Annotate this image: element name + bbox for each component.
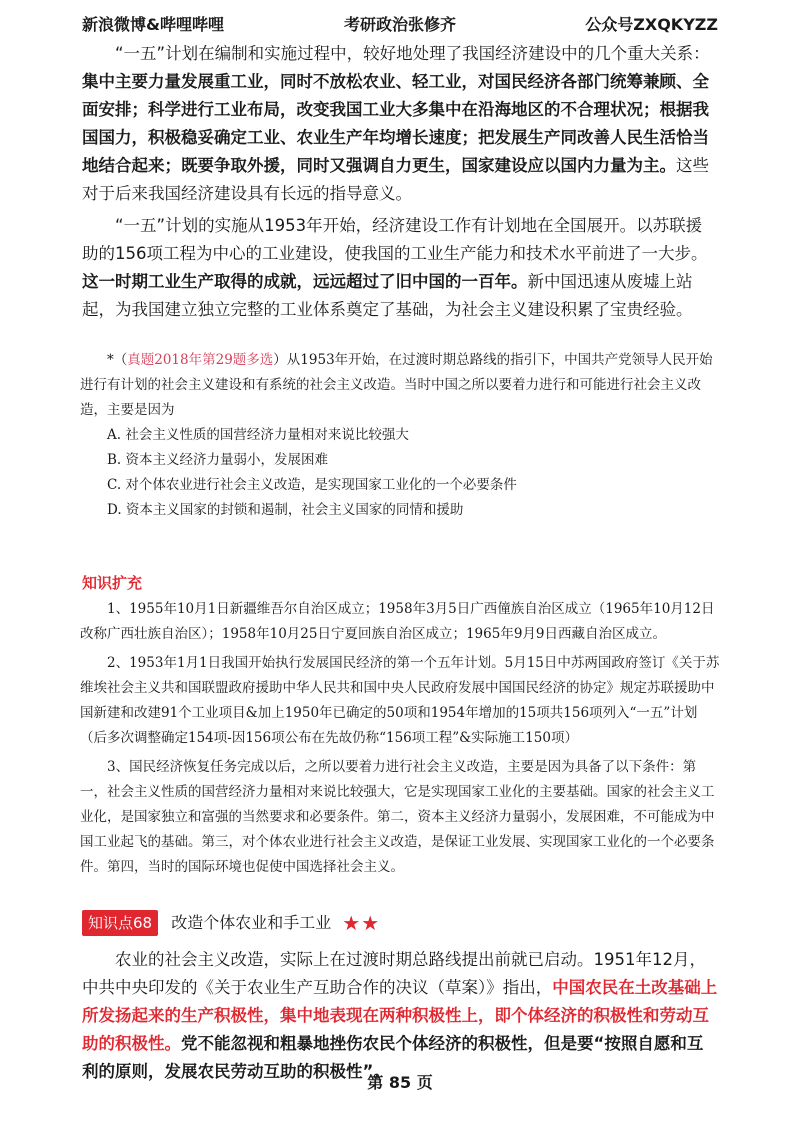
paragraph-five-year-plan-implementation xyxy=(82,212,718,324)
p2-intro: “一五”计划的实施从1953年开始，经济建设工作有计划地在全国展开。以苏联援助的156项工程为中心的工业建设，使我国的工业生产能力和技术水平前进了一大步。 xyxy=(82,216,708,263)
knowledge-point-tag: 知识点68 xyxy=(82,910,158,936)
option-b: B. 资本主义经济力量弱小，发展困难 xyxy=(107,452,329,468)
knowledge-extension xyxy=(80,597,720,884)
knowledge-point-heading xyxy=(82,910,718,938)
p1-intro: “一五”计划在编制和实施过程中，较好地处理了我国经济建设中的几个重大关系： xyxy=(115,44,710,63)
question-stem: ）从1953年开始，在过渡时期总路线的指引下，中国共产党领导人民开始进行有计划的社会主义建设和有系统的社会主义改造。当时中国之所以要着力进行和可能进行社会主义改造，主要是因为 xyxy=(80,352,713,418)
option-d: D. 资本主义国家的封锁和遏制，社会主义国家的同情和援助 xyxy=(107,502,464,518)
knowledge-extension-title: 知识扩充 xyxy=(82,574,143,592)
p2-conclusion: 新中国迅速从废墟上站起，为我国建立独立完整的工业体系奠定了基础，为社会主义建设积累了宝贵经验。 xyxy=(82,272,693,319)
p2-achievement: 这一时期工业生产取得的成就，远远超过了旧中国的一百年。 xyxy=(82,272,528,291)
p3-conclusion: 党不能忽视和粗暴地挫伤农民个体经济的积极性，但是要“按照自愿和互利的原则，发展农民劳动互助的积极性”。 xyxy=(82,1034,704,1081)
page-header xyxy=(82,12,718,38)
extension-item-2: 2、1953年1月1日我国开始执行发展国民经济的第一个五年计划。5月15日中苏两国政府签订《关于苏维埃社会主义共和国联盟政府援助中华人民共和国中央人民政府发展中国国民经济的协定》规定苏联援助中国新建和改建91个工业项目&加上1950年已确定的50项和1954年增加的15项共156项列入“一五”计划（后多次调整确定154项-因156项公布在先故仍称“156项工程”&实际施工150项） xyxy=(80,655,720,746)
paragraph-five-year-plan-relations xyxy=(82,40,718,208)
option-c: C. 对个体农业进行社会主义改造，是实现国家工业化的一个必要条件 xyxy=(107,477,517,493)
knowledge-point-title: 改造个体农业和手工业 xyxy=(171,913,332,932)
p3-intro: 农业的社会主义改造，实际上在过渡时期总路线提出前就已启动。1951年12月，中共中央印发的《关于农业生产互助合作的决议（草案）》指出， xyxy=(82,950,706,997)
p1-key-relations: 集中主要力量发展重工业，同时不放松农业、轻工业，对国民经济各部门统筹兼顾、全面安排；科学进行工业布局，改变我国工业大多集中在沿海地区的不合理状况；根据我国国力，积极稳妥确定工业、农业生产年均增长速度；把发展生产同改善人民生活恰当地结合起来；既要争取外援，同时又强调自力更生，国家建设应以国内力量为主。 xyxy=(82,72,709,175)
p1-conclusion: 这些对于后来我国经济建设具有长远的指导意义。 xyxy=(82,156,709,203)
paragraph-agriculture-transformation xyxy=(82,946,718,1086)
question-star: *（ xyxy=(107,352,128,368)
importance-stars-icon: ★★ xyxy=(342,911,381,935)
option-a: A. 社会主义性质的国营经济力量相对来说比较强大 xyxy=(107,427,409,443)
p3-highlight: 中国农民在土改基础上所发扬起来的生产积极性，集中地表现在两种积极性上，即个体经济的积极性和劳动互助的积极性。 xyxy=(82,978,718,1053)
extension-item-1: 1、1955年10月1日新疆维吾尔自治区成立；1958年3月5日广西僮族自治区成立（1965年10月12日改称广西壮族自治区）；1958年10月25日宁夏回族自治区成立；1965年9月9日西藏自治区成立。 xyxy=(80,601,715,642)
page-number: 第 85 页 xyxy=(367,1073,433,1092)
question-options xyxy=(80,423,720,523)
header-author: 考研政治张修齐 xyxy=(343,15,456,34)
exam-question xyxy=(80,348,720,523)
extension-item-3: 3、国民经济恢复任务完成以后，之所以要着力进行社会主义改造，主要是因为具备了以下条件：第一，社会主义性质的国营经济力量相对来说比较强大，它是实现国家工业化的主要基础。国家的社会主义工业化，是国家独立和富强的当然要求和必要条件。第二，资本主义经济力量弱小，发展困难，不可能成为中国工业起飞的基础。第三，对个体农业进行社会主义改造，是保证工业发展、实现国家工业化的一个必要条件。第四，当时的国际环境也促使中国选择社会主义。 xyxy=(80,759,715,875)
question-source: 真题2018年第29题多选 xyxy=(127,352,274,368)
header-wechat-account: 公众号ZXQKYZZ xyxy=(585,15,718,34)
header-weibo-bilibili: 新浪微博&哔哩哔哩 xyxy=(82,15,224,34)
